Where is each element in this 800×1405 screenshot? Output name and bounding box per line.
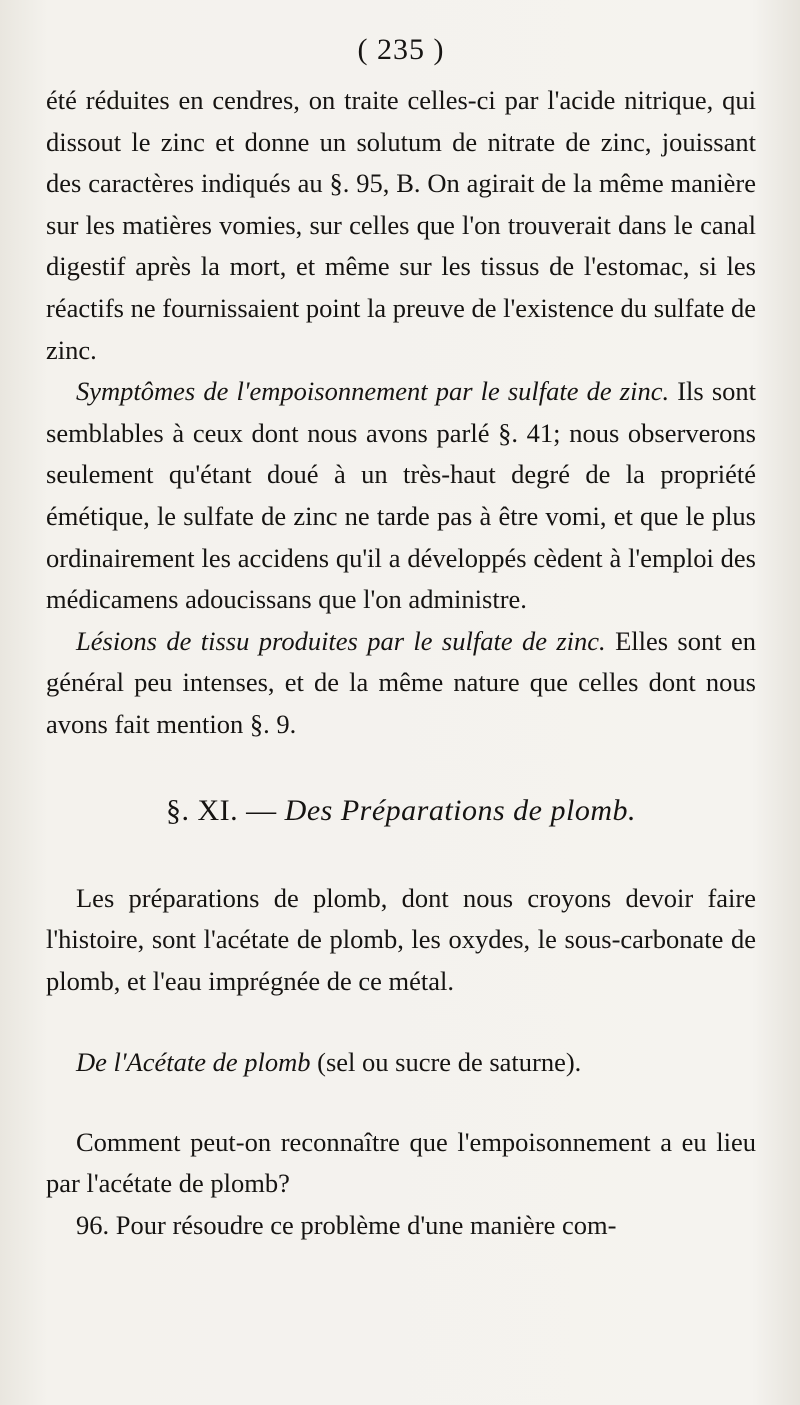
subheading-parenthetical: (sel ou sucre de saturne). <box>310 1047 582 1078</box>
section-number: §. XI. — <box>166 793 285 827</box>
subheading-italic: De l'Acétate de plomb <box>76 1047 311 1078</box>
subheading-lead-acetate <box>46 1042 756 1084</box>
paragraph-zinc-analysis: été réduites en cendres, on traite celles-ci par l'acide nitrique, qui dissout le zinc et donne un solutum de nitrate de zinc, jouissant des caractères indiqués au §. 95, B. On agirait de la même manière sur les matières vomies, sur celles que l'on trouverait dans le canal digestif après la mort, et même sur les tissus de l'estomac, si les réactifs ne fournissaient point la preuve de l'existence du sulfate de zinc. <box>46 85 756 365</box>
symptoms-text: Ils sont semblables à ceux dont nous avons parlé §. 41; nous observerons seulement qu'étant doué à un très-haut degré de la propriété émétique, le sulfate de zinc ne tarde pas à être vomi, et que le plus ordinairement les accidens qu'il a développés cèdent à l'emploi des médicamens adoucissans que l'on administre. <box>46 376 756 615</box>
section-title: Des Préparations de plomb. <box>284 793 636 827</box>
paragraph-symptoms <box>46 371 756 621</box>
paragraph-96: 96. Pour résoudre ce problème d'une manière com- <box>76 1210 617 1241</box>
lesions-heading: Lésions de tissu produites par le sulfate de zinc. <box>76 625 606 656</box>
lesions-text: Elles sont en général peu intenses, et de la même nature que celles dont nous avons fait mention §. 9. <box>46 625 756 739</box>
section-heading <box>46 790 756 832</box>
paragraph-question: Comment peut-on reconnaître que l'empoisonnement a eu lieu par l'acétate de plomb? <box>46 1126 756 1199</box>
paragraph-lesions <box>46 621 756 746</box>
page-number: ( 235 ) <box>357 33 445 66</box>
paragraph-lead-preparations: Les préparations de plomb, dont nous croyons devoir faire l'histoire, sont l'acétate de plomb, les oxydes, le sous-carbonate de plomb, et l'eau imprégnée de ce métal. <box>46 882 756 996</box>
symptoms-heading: Symptômes de l'empoisonnement par le sulfate de zinc. <box>76 376 670 407</box>
